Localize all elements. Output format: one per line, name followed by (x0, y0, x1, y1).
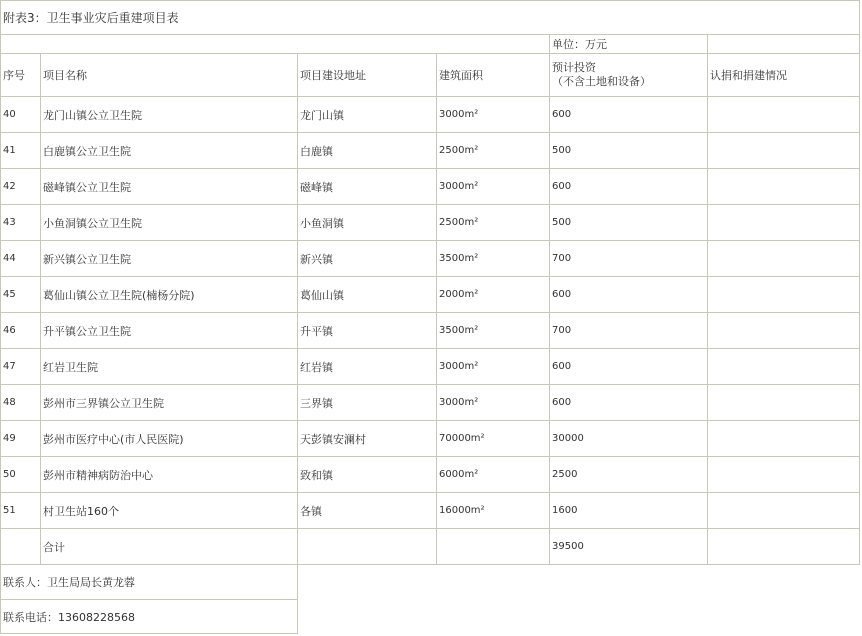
row-no: 50 (0, 456, 41, 493)
row-no: 49 (0, 420, 41, 457)
row-no: 43 (0, 204, 41, 241)
row-name: 村卫生站160个 (40, 492, 298, 529)
row-location: 白鹿镇 (297, 132, 437, 169)
row-name: 新兴镇公立卫生院 (40, 240, 298, 277)
row-investment: 600 (549, 168, 708, 205)
row-area: 2000m² (436, 276, 550, 313)
row-no: 40 (0, 96, 41, 133)
header-investment-line1: 预计投资 (552, 61, 596, 74)
row-location: 新兴镇 (297, 240, 437, 277)
total-no (0, 528, 41, 565)
row-name: 小鱼洞镇公立卫生院 (40, 204, 298, 241)
row-location: 小鱼洞镇 (297, 204, 437, 241)
row-investment: 500 (549, 204, 708, 241)
row-area: 3000m² (436, 384, 550, 421)
row-name: 葛仙山镇公立卫生院(楠杨分院) (40, 276, 298, 313)
row-area: 2500m² (436, 204, 550, 241)
header-name: 项目名称 (40, 53, 298, 97)
row-donation (707, 456, 860, 493)
row-donation (707, 420, 860, 457)
row-name: 彭州市精神病防治中心 (40, 456, 298, 493)
header-donation: 认捐和捐建情况 (707, 53, 860, 97)
contact-person: 联系人：卫生局局长黄龙蓉 (0, 564, 298, 600)
total-location (297, 528, 437, 565)
row-area: 16000m² (436, 492, 550, 529)
header-investment (549, 53, 708, 97)
row-donation (707, 384, 860, 421)
row-location: 天彭镇安澜村 (297, 420, 437, 457)
unit-label: 单位：万元 (549, 34, 708, 54)
row-area: 2500m² (436, 132, 550, 169)
row-no: 41 (0, 132, 41, 169)
row-investment: 600 (549, 348, 708, 385)
row-investment: 700 (549, 240, 708, 277)
row-investment: 1600 (549, 492, 708, 529)
row-name: 红岩卫生院 (40, 348, 298, 385)
row-investment: 700 (549, 312, 708, 349)
row-name: 白鹿镇公立卫生院 (40, 132, 298, 169)
row-area: 6000m² (436, 456, 550, 493)
row-investment: 600 (549, 276, 708, 313)
row-investment: 600 (549, 384, 708, 421)
total-investment: 39500 (549, 528, 708, 565)
unit-row-blank-right (707, 34, 860, 54)
row-name: 磁峰镇公立卫生院 (40, 168, 298, 205)
row-no: 44 (0, 240, 41, 277)
row-donation (707, 276, 860, 313)
header-no: 序号 (0, 53, 41, 97)
row-investment: 30000 (549, 420, 708, 457)
total-donation (707, 528, 860, 565)
header-area: 建筑面积 (436, 53, 550, 97)
row-area: 3500m² (436, 240, 550, 277)
contact-phone: 联系电话：13608228568 (0, 599, 298, 634)
row-donation (707, 96, 860, 133)
row-area: 3500m² (436, 312, 550, 349)
row-no: 47 (0, 348, 41, 385)
row-donation (707, 168, 860, 205)
total-area (436, 528, 550, 565)
row-area: 3000m² (436, 96, 550, 133)
row-donation (707, 492, 860, 529)
row-investment: 600 (549, 96, 708, 133)
unit-row-blank (0, 34, 550, 54)
row-location: 红岩镇 (297, 348, 437, 385)
row-location: 各镇 (297, 492, 437, 529)
row-donation (707, 348, 860, 385)
row-donation (707, 312, 860, 349)
row-area: 70000m² (436, 420, 550, 457)
row-area: 3000m² (436, 348, 550, 385)
row-name: 彭州市三界镇公立卫生院 (40, 384, 298, 421)
total-label: 合计 (40, 528, 298, 565)
row-no: 48 (0, 384, 41, 421)
row-investment: 500 (549, 132, 708, 169)
row-location: 三界镇 (297, 384, 437, 421)
row-no: 51 (0, 492, 41, 529)
row-investment: 2500 (549, 456, 708, 493)
row-donation (707, 132, 860, 169)
row-donation (707, 204, 860, 241)
row-name: 彭州市医疗中心(市人民医院) (40, 420, 298, 457)
row-area: 3000m² (436, 168, 550, 205)
row-location: 葛仙山镇 (297, 276, 437, 313)
row-no: 46 (0, 312, 41, 349)
row-name: 龙门山镇公立卫生院 (40, 96, 298, 133)
row-no: 45 (0, 276, 41, 313)
row-location: 升平镇 (297, 312, 437, 349)
row-name: 升平镇公立卫生院 (40, 312, 298, 349)
row-no: 42 (0, 168, 41, 205)
row-location: 磁峰镇 (297, 168, 437, 205)
table-title: 附表3：卫生事业灾后重建项目表 (0, 0, 860, 35)
header-location: 项目建设地址 (297, 53, 437, 97)
row-location: 龙门山镇 (297, 96, 437, 133)
row-location: 致和镇 (297, 456, 437, 493)
row-donation (707, 240, 860, 277)
header-investment-line2: （不含土地和设备） (552, 75, 651, 88)
